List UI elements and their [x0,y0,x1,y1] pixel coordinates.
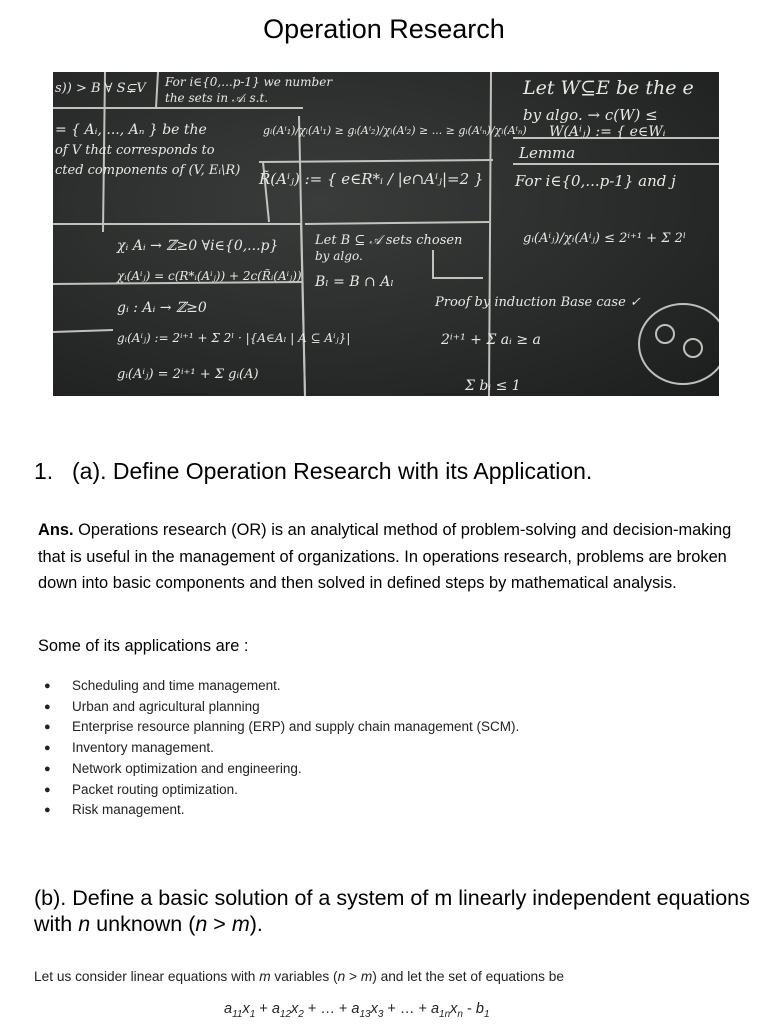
chalk-line: Proof by induction Base case ✓ [435,295,641,310]
answer-paragraph [38,517,738,597]
bullet-icon: ● [44,700,51,713]
chalk-line: R̃(Aⁱⱼ) := { e∈R*ᵢ / |e∩Aⁱⱼ|=2 } [259,170,484,188]
chalk-line: cted components of (V, Eᵢ\R) [55,163,241,178]
bullet-icon: ● [44,804,51,817]
chalk-line: 2ⁱ⁺¹ + Σ aᵢ ≥ a [441,332,541,348]
question-number: 1. [34,458,54,484]
answer-label: Ans. [38,521,74,539]
bullet-icon: ● [44,783,51,796]
chalk-line: For i∈{0,...p-1} we number [165,75,333,89]
chalk-line: gᵢ(Aⁱ₁)/χᵢ(Aⁱ₁) ≥ gᵢ(Aⁱ₂)/χᵢ(Aⁱ₂) ≥ ... ≥ gᵢ(Aⁱₙ)/χᵢ(Aⁱₙ) [263,124,527,137]
chalk-line: Σ bᵢ ≤ 1 [465,378,521,394]
page-title: Operation Research [263,14,505,44]
chalk-line: Let B ⊆ 𝒜 sets chosen [315,233,463,248]
chalk-line: gᵢ(Aⁱⱼ) := 2ⁱ⁺¹ + Σ 2ˡ · |{A∈Aₗ | A ⊆ Aⁱⱼ}| [117,331,351,345]
question-1a [34,458,592,485]
chalk-line: = { Aᵢ, ..., Aₙ } be the [55,122,207,138]
question-1b: (b). Define a basic solution of a system of m linearly independent equations with n unknown (n > m). [34,886,750,936]
list-item: ● Scheduling and time management. [38,676,519,697]
chalk-line: For i∈{0,...p-1} and j [515,172,676,190]
list-item: ● Risk management. [38,800,519,821]
bullet-icon: ● [44,680,51,692]
chalkboard-drawing [53,72,719,396]
question-text: (a). Define Operation Research with its Application. [72,458,593,484]
applications-list [38,676,519,821]
chalk-line: of V that corresponds to [55,143,215,158]
list-item: ● Inventory management. [38,738,519,759]
chalk-line: W(Aⁱⱼ) := { e∈Wᵢ [549,124,666,140]
chalk-line: χᵢ Aᵢ → ℤ≥0 ∀i∈{0,...p} [117,238,279,254]
chalk-line: gᵢ(Aⁱⱼ) = 2ⁱ⁺¹ + Σ gᵢ(A) [117,367,259,382]
chalkboard-image [53,72,719,396]
chalk-line: gᵢ(Aⁱⱼ)/χᵢ(Aⁱⱼ) ≤ 2ⁱ⁺¹ + Σ 2ˡ [523,231,686,246]
chalk-line: χᵢ(Aⁱⱼ) = c(R*ᵢ(Aⁱⱼ)) + 2c(R̃ᵢ(Aⁱⱼ)) [117,269,302,283]
chalk-line: s)) > B ∀ S⊊V [55,81,146,96]
chalk-line: Let W⊆E be the e [523,77,694,99]
applications-heading: Some of its applications are : [38,637,249,655]
chalk-line: gᵢ : Aᵢ → ℤ≥0 [117,300,207,316]
chalk-line: by algo. → c(W) ≤ [523,106,658,124]
equation: $a_{11}x_1 + a_{12}x_2$ + … + $a_{13}x_3$ + … + $a_{1n}x_n - b_1$ [224,1001,490,1020]
list-item: ● Urban and agricultural planning [38,697,519,718]
bullet-icon: ● [44,721,51,734]
bullet-icon: ● [44,762,51,775]
list-item: ● Enterprise resource planning (ERP) and supply chain management (SCM). [38,717,519,738]
chalk-line: Bₗ = B ∩ Aₗ [315,274,394,290]
intro-sentence: Let us consider linear equations with m variables (n > m) and let the set of equations be [34,969,564,984]
chalk-line: by algo. [315,249,363,263]
answer-text: Operations research (OR) is an analytical method of problem-solving and decision-making that is useful in the management of organizations. In operations research, problems are broken down into basic components and then solved in defined steps by mathematical analysis. [38,521,732,592]
chalk-line: the sets in 𝒜ᵢ s.t. [165,91,269,105]
list-item: ● Packet routing optimization. [38,780,519,801]
chalk-line: Lemma [519,144,576,162]
list-item: ● Network optimization and engineering. [38,759,519,780]
bullet-icon: ● [44,742,51,755]
